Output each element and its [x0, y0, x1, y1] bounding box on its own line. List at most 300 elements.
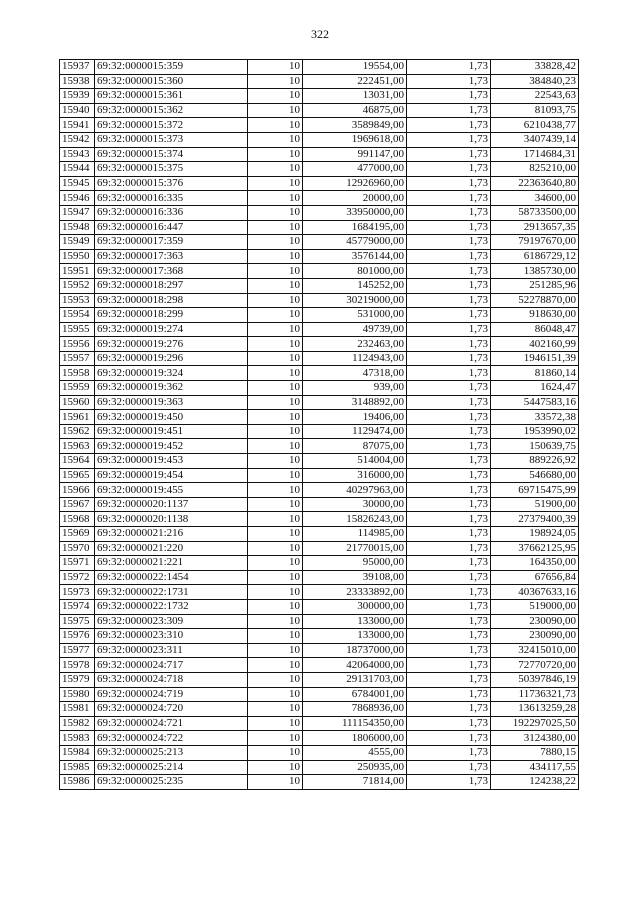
- cadastral-number-cell: 69:32:0000019:450: [95, 410, 248, 425]
- cadastral-number-cell: 69:32:0000019:454: [95, 468, 248, 483]
- table-row: [60, 760, 579, 775]
- cadastral-value-cell: 1129474,00: [303, 424, 407, 439]
- row-number-cell: 15954: [60, 308, 95, 323]
- cadastral-value-cell: 46875,00: [303, 103, 407, 118]
- cadastral-number-cell: 69:32:0000023:310: [95, 629, 248, 644]
- rate-cell: 10: [248, 264, 303, 279]
- row-number-cell: 15951: [60, 264, 95, 279]
- registry-table-body: [60, 60, 579, 790]
- amount-cell: 72770720,00: [491, 658, 579, 673]
- row-number-cell: 15975: [60, 614, 95, 629]
- cadastral-value-cell: 30000,00: [303, 497, 407, 512]
- coefficient-cell: 1,73: [407, 162, 491, 177]
- rate-cell: 10: [248, 570, 303, 585]
- cadastral-value-cell: 18737000,00: [303, 643, 407, 658]
- rate-cell: 10: [248, 118, 303, 133]
- amount-cell: 34600,00: [491, 191, 579, 206]
- row-number-cell: 15984: [60, 745, 95, 760]
- row-number-cell: 15950: [60, 249, 95, 264]
- cadastral-number-cell: 69:32:0000024:717: [95, 658, 248, 673]
- coefficient-cell: 1,73: [407, 118, 491, 133]
- row-number-cell: 15967: [60, 497, 95, 512]
- rate-cell: 10: [248, 629, 303, 644]
- cadastral-value-cell: 3589849,00: [303, 118, 407, 133]
- cadastral-value-cell: 133000,00: [303, 614, 407, 629]
- cadastral-number-cell: 69:32:0000018:298: [95, 293, 248, 308]
- cadastral-value-cell: 40297963,00: [303, 483, 407, 498]
- cadastral-value-cell: 19406,00: [303, 410, 407, 425]
- row-number-cell: 15953: [60, 293, 95, 308]
- table-row: [60, 366, 579, 381]
- amount-cell: 1946151,39: [491, 351, 579, 366]
- rate-cell: 10: [248, 585, 303, 600]
- coefficient-cell: 1,73: [407, 176, 491, 191]
- table-row: [60, 205, 579, 220]
- row-number-cell: 15957: [60, 351, 95, 366]
- cadastral-value-cell: 145252,00: [303, 278, 407, 293]
- table-row: [60, 439, 579, 454]
- cadastral-number-cell: 69:32:0000023:311: [95, 643, 248, 658]
- rate-cell: 10: [248, 643, 303, 658]
- cadastral-value-cell: 316000,00: [303, 468, 407, 483]
- rate-cell: 10: [248, 454, 303, 469]
- coefficient-cell: 1,73: [407, 541, 491, 556]
- row-number-cell: 15961: [60, 410, 95, 425]
- cadastral-number-cell: 69:32:0000015:374: [95, 147, 248, 162]
- amount-cell: 27379400,39: [491, 512, 579, 527]
- coefficient-cell: 1,73: [407, 264, 491, 279]
- coefficient-cell: 1,73: [407, 687, 491, 702]
- cadastral-number-cell: 69:32:0000020:1138: [95, 512, 248, 527]
- table-row: [60, 585, 579, 600]
- table-row: [60, 322, 579, 337]
- amount-cell: 402160,99: [491, 337, 579, 352]
- table-row: [60, 89, 579, 104]
- coefficient-cell: 1,73: [407, 775, 491, 790]
- coefficient-cell: 1,73: [407, 381, 491, 396]
- amount-cell: 519000,00: [491, 599, 579, 614]
- table-row: [60, 629, 579, 644]
- coefficient-cell: 1,73: [407, 424, 491, 439]
- amount-cell: 11736321,73: [491, 687, 579, 702]
- cadastral-number-cell: 69:32:0000015:376: [95, 176, 248, 191]
- cadastral-value-cell: 222451,00: [303, 74, 407, 89]
- table-row: [60, 103, 579, 118]
- cadastral-number-cell: 69:32:0000019:363: [95, 395, 248, 410]
- cadastral-number-cell: 69:32:0000019:362: [95, 381, 248, 396]
- row-number-cell: 15979: [60, 672, 95, 687]
- cadastral-value-cell: 477000,00: [303, 162, 407, 177]
- amount-cell: 40367633,16: [491, 585, 579, 600]
- amount-cell: 33828,42: [491, 60, 579, 75]
- table-row: [60, 235, 579, 250]
- row-number-cell: 15976: [60, 629, 95, 644]
- cadastral-value-cell: 991147,00: [303, 147, 407, 162]
- row-number-cell: 15948: [60, 220, 95, 235]
- coefficient-cell: 1,73: [407, 629, 491, 644]
- cadastral-number-cell: 69:32:0000017:368: [95, 264, 248, 279]
- cadastral-value-cell: 45779000,00: [303, 235, 407, 250]
- cadastral-number-cell: 69:32:0000019:296: [95, 351, 248, 366]
- row-number-cell: 15959: [60, 381, 95, 396]
- cadastral-value-cell: 71814,00: [303, 775, 407, 790]
- cadastral-value-cell: 4555,00: [303, 745, 407, 760]
- coefficient-cell: 1,73: [407, 745, 491, 760]
- amount-cell: 33572,38: [491, 410, 579, 425]
- row-number-cell: 15980: [60, 687, 95, 702]
- coefficient-cell: 1,73: [407, 439, 491, 454]
- cadastral-number-cell: 69:32:0000024:719: [95, 687, 248, 702]
- row-number-cell: 15966: [60, 483, 95, 498]
- table-row: [60, 775, 579, 790]
- coefficient-cell: 1,73: [407, 132, 491, 147]
- row-number-cell: 15955: [60, 322, 95, 337]
- row-number-cell: 15945: [60, 176, 95, 191]
- rate-cell: 10: [248, 132, 303, 147]
- table-row: [60, 308, 579, 323]
- coefficient-cell: 1,73: [407, 556, 491, 571]
- amount-cell: 3407439,14: [491, 132, 579, 147]
- amount-cell: 86048,47: [491, 322, 579, 337]
- registry-table: [59, 59, 579, 790]
- rate-cell: 10: [248, 60, 303, 75]
- coefficient-cell: 1,73: [407, 410, 491, 425]
- rate-cell: 10: [248, 410, 303, 425]
- table-row: [60, 570, 579, 585]
- coefficient-cell: 1,73: [407, 585, 491, 600]
- cadastral-value-cell: 30219000,00: [303, 293, 407, 308]
- rate-cell: 10: [248, 512, 303, 527]
- row-number-cell: 15941: [60, 118, 95, 133]
- table-row: [60, 351, 579, 366]
- table-row: [60, 454, 579, 469]
- cadastral-value-cell: 300000,00: [303, 599, 407, 614]
- cadastral-number-cell: 69:32:0000024:722: [95, 731, 248, 746]
- table-row: [60, 599, 579, 614]
- coefficient-cell: 1,73: [407, 147, 491, 162]
- rate-cell: 10: [248, 395, 303, 410]
- table-row: [60, 60, 579, 75]
- rate-cell: 10: [248, 716, 303, 731]
- cadastral-value-cell: 39108,00: [303, 570, 407, 585]
- rate-cell: 10: [248, 220, 303, 235]
- row-number-cell: 15947: [60, 205, 95, 220]
- amount-cell: 22363640,80: [491, 176, 579, 191]
- cadastral-value-cell: 7868936,00: [303, 702, 407, 717]
- coefficient-cell: 1,73: [407, 731, 491, 746]
- table-row: [60, 731, 579, 746]
- amount-cell: 251285,96: [491, 278, 579, 293]
- table-row: [60, 556, 579, 571]
- cadastral-value-cell: 1684195,00: [303, 220, 407, 235]
- cadastral-value-cell: 232463,00: [303, 337, 407, 352]
- rate-cell: 10: [248, 483, 303, 498]
- coefficient-cell: 1,73: [407, 74, 491, 89]
- rate-cell: 10: [248, 497, 303, 512]
- row-number-cell: 15981: [60, 702, 95, 717]
- cadastral-value-cell: 29131703,00: [303, 672, 407, 687]
- table-row: [60, 381, 579, 396]
- amount-cell: 67656,84: [491, 570, 579, 585]
- cadastral-number-cell: 69:32:0000016:336: [95, 205, 248, 220]
- table-row: [60, 483, 579, 498]
- cadastral-number-cell: 69:32:0000016:335: [95, 191, 248, 206]
- amount-cell: 124238,22: [491, 775, 579, 790]
- cadastral-number-cell: 69:32:0000015:362: [95, 103, 248, 118]
- table-row: [60, 147, 579, 162]
- cadastral-number-cell: 69:32:0000020:1137: [95, 497, 248, 512]
- rate-cell: 10: [248, 235, 303, 250]
- row-number-cell: 15938: [60, 74, 95, 89]
- amount-cell: 230090,00: [491, 629, 579, 644]
- rate-cell: 10: [248, 176, 303, 191]
- table-row: [60, 468, 579, 483]
- row-number-cell: 15986: [60, 775, 95, 790]
- coefficient-cell: 1,73: [407, 249, 491, 264]
- amount-cell: 37662125,95: [491, 541, 579, 556]
- rate-cell: 10: [248, 687, 303, 702]
- row-number-cell: 15939: [60, 89, 95, 104]
- cadastral-number-cell: 69:32:0000019:324: [95, 366, 248, 381]
- cadastral-value-cell: 250935,00: [303, 760, 407, 775]
- coefficient-cell: 1,73: [407, 599, 491, 614]
- coefficient-cell: 1,73: [407, 103, 491, 118]
- cadastral-value-cell: 19554,00: [303, 60, 407, 75]
- row-number-cell: 15974: [60, 599, 95, 614]
- row-number-cell: 15958: [60, 366, 95, 381]
- coefficient-cell: 1,73: [407, 366, 491, 381]
- coefficient-cell: 1,73: [407, 235, 491, 250]
- rate-cell: 10: [248, 381, 303, 396]
- amount-cell: 58733500,00: [491, 205, 579, 220]
- cadastral-number-cell: 69:32:0000021:220: [95, 541, 248, 556]
- coefficient-cell: 1,73: [407, 220, 491, 235]
- row-number-cell: 15983: [60, 731, 95, 746]
- table-row: [60, 512, 579, 527]
- coefficient-cell: 1,73: [407, 395, 491, 410]
- cadastral-value-cell: 114985,00: [303, 527, 407, 542]
- cadastral-number-cell: 69:32:0000022:1732: [95, 599, 248, 614]
- row-number-cell: 15940: [60, 103, 95, 118]
- coefficient-cell: 1,73: [407, 483, 491, 498]
- table-row: [60, 278, 579, 293]
- table-row: [60, 687, 579, 702]
- rate-cell: 10: [248, 599, 303, 614]
- cadastral-value-cell: 95000,00: [303, 556, 407, 571]
- amount-cell: 5447583,16: [491, 395, 579, 410]
- row-number-cell: 15965: [60, 468, 95, 483]
- row-number-cell: 15964: [60, 454, 95, 469]
- table-row: [60, 424, 579, 439]
- cadastral-number-cell: 69:32:0000015:372: [95, 118, 248, 133]
- cadastral-value-cell: 21770015,00: [303, 541, 407, 556]
- rate-cell: 10: [248, 191, 303, 206]
- amount-cell: 52278870,00: [491, 293, 579, 308]
- rate-cell: 10: [248, 74, 303, 89]
- cadastral-number-cell: 69:32:0000015:361: [95, 89, 248, 104]
- rate-cell: 10: [248, 731, 303, 746]
- coefficient-cell: 1,73: [407, 614, 491, 629]
- cadastral-number-cell: 69:32:0000019:451: [95, 424, 248, 439]
- amount-cell: 3124380,00: [491, 731, 579, 746]
- cadastral-number-cell: 69:32:0000019:274: [95, 322, 248, 337]
- cadastral-number-cell: 69:32:0000019:276: [95, 337, 248, 352]
- coefficient-cell: 1,73: [407, 337, 491, 352]
- coefficient-cell: 1,73: [407, 191, 491, 206]
- row-number-cell: 15973: [60, 585, 95, 600]
- cadastral-number-cell: 69:32:0000017:359: [95, 235, 248, 250]
- cadastral-number-cell: 69:32:0000015:359: [95, 60, 248, 75]
- rate-cell: 10: [248, 278, 303, 293]
- row-number-cell: 15962: [60, 424, 95, 439]
- row-number-cell: 15968: [60, 512, 95, 527]
- table-row: [60, 716, 579, 731]
- coefficient-cell: 1,73: [407, 278, 491, 293]
- row-number-cell: 15946: [60, 191, 95, 206]
- table-row: [60, 249, 579, 264]
- row-number-cell: 15963: [60, 439, 95, 454]
- cadastral-value-cell: 801000,00: [303, 264, 407, 279]
- cadastral-number-cell: 69:32:0000024:720: [95, 702, 248, 717]
- row-number-cell: 15978: [60, 658, 95, 673]
- amount-cell: 150639,75: [491, 439, 579, 454]
- cadastral-number-cell: 69:32:0000022:1454: [95, 570, 248, 585]
- table-row: [60, 541, 579, 556]
- amount-cell: 22543,63: [491, 89, 579, 104]
- coefficient-cell: 1,73: [407, 454, 491, 469]
- coefficient-cell: 1,73: [407, 89, 491, 104]
- row-number-cell: 15942: [60, 132, 95, 147]
- cadastral-number-cell: 69:32:0000015:360: [95, 74, 248, 89]
- cadastral-value-cell: 133000,00: [303, 629, 407, 644]
- cadastral-number-cell: 69:32:0000017:363: [95, 249, 248, 264]
- cadastral-value-cell: 42064000,00: [303, 658, 407, 673]
- rate-cell: 10: [248, 147, 303, 162]
- rate-cell: 10: [248, 337, 303, 352]
- rate-cell: 10: [248, 745, 303, 760]
- coefficient-cell: 1,73: [407, 60, 491, 75]
- amount-cell: 51900,00: [491, 497, 579, 512]
- row-number-cell: 15949: [60, 235, 95, 250]
- table-row: [60, 614, 579, 629]
- row-number-cell: 15972: [60, 570, 95, 585]
- cadastral-value-cell: 15826243,00: [303, 512, 407, 527]
- amount-cell: 81860,14: [491, 366, 579, 381]
- coefficient-cell: 1,73: [407, 351, 491, 366]
- cadastral-value-cell: 20000,00: [303, 191, 407, 206]
- rate-cell: 10: [248, 424, 303, 439]
- cadastral-value-cell: 47318,00: [303, 366, 407, 381]
- rate-cell: 10: [248, 614, 303, 629]
- cadastral-value-cell: 3148892,00: [303, 395, 407, 410]
- amount-cell: 918630,00: [491, 308, 579, 323]
- amount-cell: 6186729,12: [491, 249, 579, 264]
- table-row: [60, 702, 579, 717]
- cadastral-number-cell: 69:32:0000018:297: [95, 278, 248, 293]
- amount-cell: 192297025,50: [491, 716, 579, 731]
- amount-cell: 69715475,99: [491, 483, 579, 498]
- table-row: [60, 643, 579, 658]
- coefficient-cell: 1,73: [407, 205, 491, 220]
- cadastral-number-cell: 69:32:0000024:721: [95, 716, 248, 731]
- row-number-cell: 15937: [60, 60, 95, 75]
- table-row: [60, 264, 579, 279]
- coefficient-cell: 1,73: [407, 672, 491, 687]
- rate-cell: 10: [248, 366, 303, 381]
- table-row: [60, 745, 579, 760]
- coefficient-cell: 1,73: [407, 308, 491, 323]
- amount-cell: 825210,00: [491, 162, 579, 177]
- amount-cell: 1624,47: [491, 381, 579, 396]
- rate-cell: 10: [248, 556, 303, 571]
- coefficient-cell: 1,73: [407, 468, 491, 483]
- cadastral-number-cell: 69:32:0000025:213: [95, 745, 248, 760]
- amount-cell: 164350,00: [491, 556, 579, 571]
- amount-cell: 198924,05: [491, 527, 579, 542]
- amount-cell: 2913657,35: [491, 220, 579, 235]
- cadastral-number-cell: 69:32:0000022:1731: [95, 585, 248, 600]
- row-number-cell: 15969: [60, 527, 95, 542]
- cadastral-number-cell: 69:32:0000015:375: [95, 162, 248, 177]
- coefficient-cell: 1,73: [407, 716, 491, 731]
- cadastral-value-cell: 33950000,00: [303, 205, 407, 220]
- amount-cell: 1714684,31: [491, 147, 579, 162]
- rate-cell: 10: [248, 205, 303, 220]
- coefficient-cell: 1,73: [407, 293, 491, 308]
- cadastral-number-cell: 69:32:0000021:216: [95, 527, 248, 542]
- cadastral-value-cell: 531000,00: [303, 308, 407, 323]
- cadastral-value-cell: 12926960,00: [303, 176, 407, 191]
- rate-cell: 10: [248, 103, 303, 118]
- rate-cell: 10: [248, 351, 303, 366]
- rate-cell: 10: [248, 439, 303, 454]
- cadastral-number-cell: 69:32:0000021:221: [95, 556, 248, 571]
- cadastral-value-cell: 514004,00: [303, 454, 407, 469]
- rate-cell: 10: [248, 308, 303, 323]
- cadastral-number-cell: 69:32:0000016:447: [95, 220, 248, 235]
- amount-cell: 434117,55: [491, 760, 579, 775]
- coefficient-cell: 1,73: [407, 497, 491, 512]
- table-row: [60, 497, 579, 512]
- table-row: [60, 191, 579, 206]
- amount-cell: 546680,00: [491, 468, 579, 483]
- cadastral-value-cell: 111154350,00: [303, 716, 407, 731]
- cadastral-number-cell: 69:32:0000023:309: [95, 614, 248, 629]
- cadastral-number-cell: 69:32:0000024:718: [95, 672, 248, 687]
- cadastral-value-cell: 87075,00: [303, 439, 407, 454]
- rate-cell: 10: [248, 775, 303, 790]
- cadastral-number-cell: 69:32:0000019:453: [95, 454, 248, 469]
- cadastral-number-cell: 69:32:0000018:299: [95, 308, 248, 323]
- row-number-cell: 15952: [60, 278, 95, 293]
- rate-cell: 10: [248, 658, 303, 673]
- rate-cell: 10: [248, 702, 303, 717]
- amount-cell: 1953990,02: [491, 424, 579, 439]
- cadastral-number-cell: 69:32:0000019:455: [95, 483, 248, 498]
- amount-cell: 13613259,28: [491, 702, 579, 717]
- row-number-cell: 15956: [60, 337, 95, 352]
- amount-cell: 79197670,00: [491, 235, 579, 250]
- cadastral-value-cell: 49739,00: [303, 322, 407, 337]
- row-number-cell: 15960: [60, 395, 95, 410]
- rate-cell: 10: [248, 89, 303, 104]
- amount-cell: 1385730,00: [491, 264, 579, 279]
- coefficient-cell: 1,73: [407, 527, 491, 542]
- table-row: [60, 118, 579, 133]
- cadastral-number-cell: 69:32:0000019:452: [95, 439, 248, 454]
- row-number-cell: 15944: [60, 162, 95, 177]
- amount-cell: 889226,92: [491, 454, 579, 469]
